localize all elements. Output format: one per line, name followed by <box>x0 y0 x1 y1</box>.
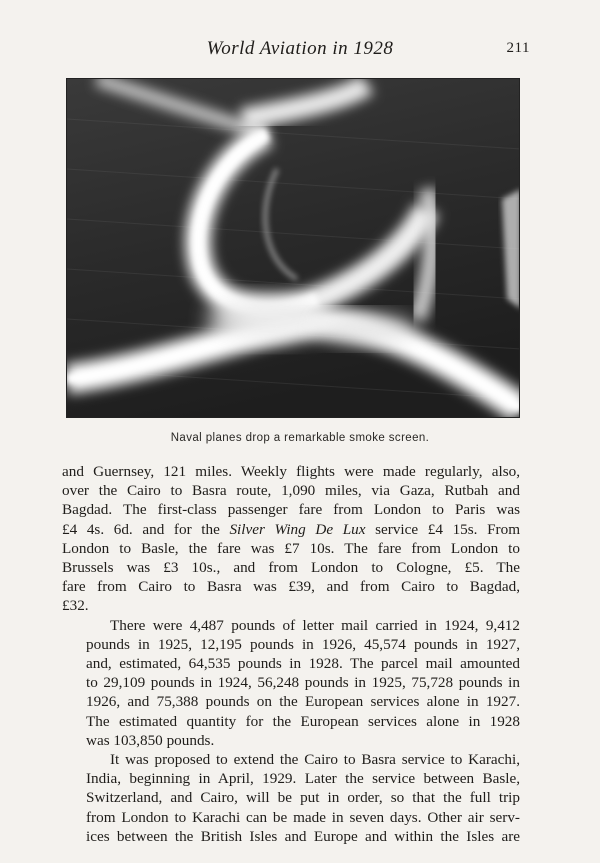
paragraph-2 <box>62 616 520 750</box>
text-line: and Guernsey, 121 miles. Weekly flights were made regularly, also, <box>62 463 520 480</box>
text-line: was 103,850 pounds. <box>86 731 215 749</box>
text-line: from London to Karachi can be made in seven days. Other air serv- <box>86 808 520 826</box>
photo-image <box>67 79 520 418</box>
text-line: fare from Cairo to Basra was £39, and from Cairo to Bagdad, <box>62 578 520 596</box>
service-name: Silver Wing De Lux <box>229 520 366 538</box>
text-line: over the Cairo to Basra route, 1,090 miles, via Gaza, Rutbah and <box>62 482 520 500</box>
text-line: Bagdad. The first-class passenger fare from London to Paris was <box>62 501 520 519</box>
text-fragment: £4 4s. 6d. and for the <box>62 520 230 538</box>
text-line: Switzerland, and Cairo, will be put in order, so that the full trip <box>86 789 520 807</box>
text-line: Brussels was £3 10s., and from London to Cologne, £5. The <box>62 559 520 577</box>
text-line: pounds in 1925, 12,195 pounds in 1926, 45,574 pounds in 1927, <box>86 635 520 653</box>
text-line: and, estimated, 64,535 pounds in 1928. The parcel mail amounted <box>86 655 520 673</box>
running-head <box>0 38 600 62</box>
text-line: It was proposed to extend the Cairo to Basra service to Karachi, <box>110 751 520 769</box>
smoke-screen-photo <box>66 78 520 418</box>
paragraph-3 <box>62 750 520 846</box>
text-line: There were 4,487 pounds of letter mail carried in 1924, 9,412 <box>110 616 520 634</box>
text-line <box>62 520 520 539</box>
paragraph-1 <box>62 462 520 616</box>
text-line: to 29,109 pounds in 1924, 56,248 pounds in 1925, 75,728 pounds in <box>86 674 520 692</box>
text-line: 1926, and 75,388 pounds on the European services alone in 1927. <box>86 693 520 711</box>
running-title: World Aviation in 1928 <box>206 38 394 59</box>
text-line: The estimated quantity for the European services alone in 1928 <box>86 712 520 730</box>
text-line: £32. <box>62 597 89 615</box>
photo-caption: Naval planes drop a remarkable smoke screen. <box>170 432 430 444</box>
text-fragment: service £4 15s. From <box>365 520 521 538</box>
text-line: India, beginning in April, 1929. Later the service between Basle, <box>86 770 520 788</box>
text-line: ices between the British Isles and Europe and within the Isles are <box>86 827 520 845</box>
body-text <box>62 462 520 846</box>
page-number: 211 <box>506 40 530 56</box>
text-line: London to Basle, the fare was £7 10s. The fare from London to <box>62 539 520 557</box>
